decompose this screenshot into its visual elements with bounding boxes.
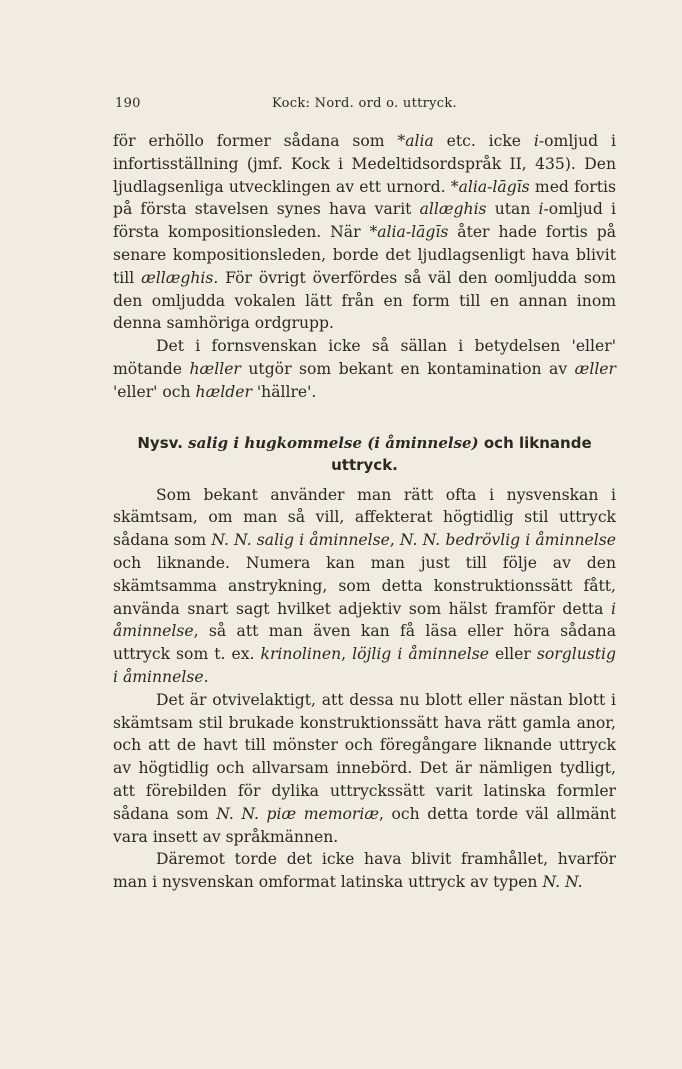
text-run: utan (486, 200, 539, 219)
text-run: åter hade fortis på senare kompositionsleden, borde det ljudlagsenligt hava blivit till (113, 223, 616, 287)
running-title: Kock: Nord. ord o. uttryck. (272, 96, 457, 111)
text-run: Nysv. (137, 433, 189, 452)
page-number: 190 (115, 96, 141, 111)
text-run: -omljud i infortisställning (jmf. Kock i Medeltidsordspråk II, 435). Den ljudlagsenliga utvecklingen av ett urnord. (113, 132, 616, 196)
italic-run: sorglustig i åminnelse (113, 645, 616, 686)
text-run: 'hällre'. (251, 382, 317, 401)
italic-run: hælder (195, 382, 252, 401)
text-run: Det i fornsvenskan icke så sällan i betydelsen 'eller' mötande (113, 337, 616, 378)
text-run: och liknande uttryck. (331, 433, 592, 474)
paragraph-5 (113, 848, 616, 894)
text-run: , (341, 645, 353, 664)
italic-run: N. N. bedrövlig i åminnelse (399, 531, 616, 550)
italic-run: *alia-lāgīs (369, 223, 449, 242)
text-run: , och detta torde väl allmänt vara insett av språkmännen. (113, 804, 616, 846)
italic-run: N. N. (542, 873, 583, 892)
text-run: . För övrigt överfördes så väl den oomljudda som den omljudda vokalen lätt från en form till en annan inom denna samhöriga ordgrupp. (113, 268, 617, 333)
text-run: Det är otvivelaktigt, att dessa nu blott eller nästan blott i skämtsam stil brukade konstruktionssätt hava rätt gamla anor, och att de havt till mönster och föregångare liknande uttryck av högtidlig och allvarsam innebörd. Det är nämligen tydligt, att förebilden för dylika uttryckssätt varit latinska formler sådana som (113, 690, 616, 823)
text-run: , så att man även kan få läsa eller höra sådana uttryck som t. ex. (113, 622, 616, 664)
italic-run: æller (574, 359, 616, 378)
text-run: och liknande. Numera kan man just till följe av den skämtsamma anstrykning, som detta konstruktionssätt fått, använda snart sagt hvilket adjektiv som hälst framför detta (113, 553, 616, 618)
italic-run: i (533, 132, 539, 150)
paragraph-1 (113, 130, 616, 335)
text-run: med fortis på första stavelsen synes hava varit (113, 177, 616, 219)
section-heading (113, 432, 616, 476)
text-run: , (389, 531, 400, 550)
text-run: för erhöllo former sådana som (113, 132, 398, 150)
text-run: Däremot torde det icke hava blivit framhållet, hvarför man i nysvenskan omformat latinska uttryck av typen (113, 850, 616, 892)
text-run: -omljud i första kompositionsleden. När (113, 200, 616, 242)
italic-run: i åminnelse (113, 599, 616, 641)
italic-run: N. N. salig i åminnelse (211, 531, 390, 550)
italic-run: N. N. piæ memoriæ (216, 804, 379, 823)
italic-run: *alia-lāgīs (450, 177, 530, 196)
text-run: Som bekant använder man rätt ofta i nysvenskan i skämtsam, om man så vill, affekterat högtidlig stil uttryck sådana som (113, 485, 616, 550)
text-body (113, 130, 616, 894)
text-run: utgör som bekant en kontamination av (240, 359, 575, 378)
text-run: . (203, 667, 209, 686)
paragraph-4 (113, 689, 616, 849)
text-run: etc. icke (433, 132, 534, 150)
paragraph-3 (113, 484, 616, 689)
italic-run: *alia (397, 132, 434, 150)
text-run: eller (488, 645, 537, 664)
paragraph-2 (113, 335, 616, 403)
italic-run: hæller (189, 359, 241, 378)
italic-run: ællæghis (141, 268, 214, 287)
italic-run: salig i hugkommelse (i åminnelse) (188, 433, 479, 452)
italic-run: allæghis (419, 200, 487, 219)
text-run: 'eller' och (113, 382, 196, 401)
italic-run: i (538, 200, 544, 219)
italic-run: krinolinen (260, 645, 342, 664)
italic-run: löjlig i åminnelse (352, 645, 489, 664)
